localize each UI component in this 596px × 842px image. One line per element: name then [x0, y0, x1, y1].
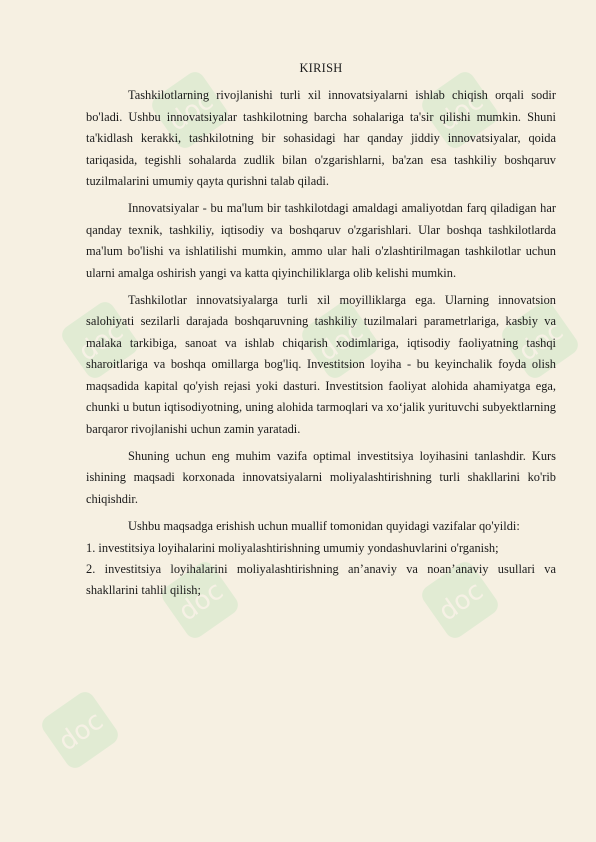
page-title: KIRISH [299, 61, 343, 75]
paragraph-definition: Innovatsiyalar - bu ma'lum bir tashkilotdagi amaldagi amaliyotdan farq qiladigan har qanday texnik, tashkiliy, iqtisodiy va boshqaruv o'zgarishlari. Ular boshqa tashkilotlarda ma'lum bo'lishi va ishlatilishi mumkin, ammo ular hali o'zlashtirilmagan tashkilotlar uchun ularni amalga oshirish yangi va katta qiyinchiliklarga olib kelishi mumkin. [86, 201, 556, 280]
list-item: 1. investitsiya loyihalarini moliyalashtirishning umumiy yondashuvlarini o'rganish; [86, 540, 499, 555]
paragraph-goal: Shuning uchun eng muhim vazifa optimal investitsiya loyihasini tanlashdir. Kurs ishining maqsadi korxonada innovatsiyalarni moliyalashtirishning turli shakllarini ko'rib chiqishdir. [86, 448, 556, 506]
svg-text:doc: doc [73, 315, 129, 368]
paragraph-intro: Tashkilotlarning rivojlanishi turli xil innovatsiyalarni ishlab chiqish orqali sodir bo'ladi. Ushbu innovatsiyalar tashkilotning barcha sohalariga ta'sir qilishi mumkin. Shuni ta'kidlash kerakki, tashkilotning bir sohasidagi har qanday jiddiy innovatsiyalar, qoida tariqasida, tegishli sohalarda zudlik bilan o'zgarishlarni, ba'zan esa tashkiliy boshqaruv tuzilmalarini umumiy qayta qurishni talab qiladi. [86, 88, 556, 189]
document-body [86, 58, 556, 602]
paragraph-investment: Tashkilotlar innovatsiyalarga turli xil moyilliklarga ega. Ularning innovatsion salohiyati sezilarli darajada boshqaruvning tashkiliy tuzilmalari parametrlariga, kasbiy va malaka tarkibiga, sanoat va ishlab chiqarish xodimlariga, iqtisodiy faoliyatning tashqi sharoitlariga va boshqa omillarga bog'liq. Investitsion loyiha - bu keyinchalik foyda olish maqsadida kapital qo'yish rejasi yoki dasturi. Investitsion faoliyat alohida ahamiyatga ega, chunki u butun iqtisodiyotning, uning alohida tarmoqlari va xo‘jalik yurituvchi subyektlarning barqaror rivojlanishi uchun zamin yaratadi. [86, 293, 556, 436]
svg-text:doc: doc [53, 705, 109, 758]
svg-text:doc: doc [433, 575, 489, 628]
document-watermark-icon [24, 674, 135, 785]
svg-text:doc: doc [433, 85, 489, 138]
svg-text:doc: doc [513, 315, 569, 368]
svg-text:doc: doc [313, 315, 369, 368]
list-item: 2. investitsiya loyihalarini moliyalashtirishning an’anaviy va noan’anaviy usullari va shakllarini tahlil qilish; [86, 561, 556, 598]
paragraph-tasks: Ushbu maqsadga erishish uchun muallif tomonidan quyidagi vazifalar qo'yildi: [128, 519, 520, 534]
svg-text:doc: doc [163, 85, 219, 138]
svg-text:doc: doc [173, 575, 229, 628]
